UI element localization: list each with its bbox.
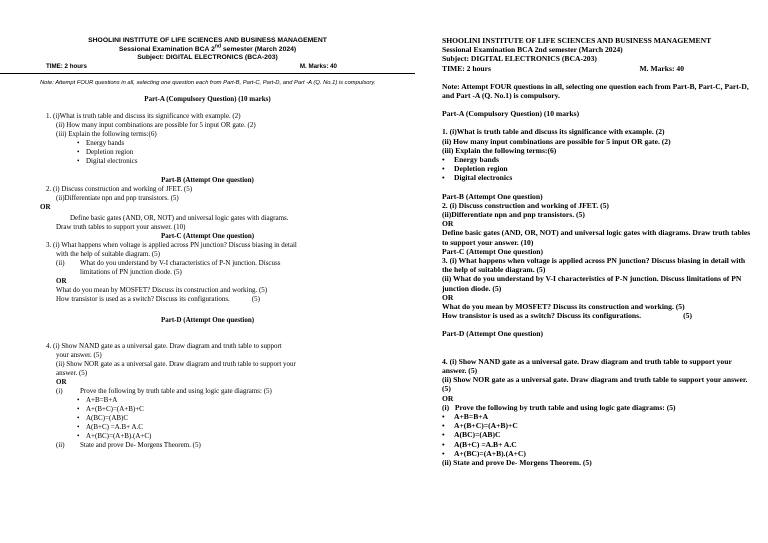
part-c-heading: Part-C (Attempt One question) [160,231,255,240]
exam-title: Sessional Examination BCA 2nd semester (March 2024) [118,43,297,53]
or-label: OR [442,292,454,302]
list-item: • Depletion region [442,164,754,173]
q3-part-ii: (ii) What do you understand by V-I characteristics of P-N junction. Discuss limitations of PN junction diode. (5) [442,274,742,293]
q1-part-iii: (iii) Explain the following terms:(6) [442,145,557,155]
question-1 [40,112,375,166]
q2-part-ii: (ii)Differentiate npn and pnp transistors. (5) [442,210,585,220]
q4-alternative [56,387,375,396]
q2-alternative-line-2: Draw truth tables to support your answer. (10) [56,222,186,231]
instruction-note: Note: Attempt FOUR questions in all, selecting one question each from Part-B, Part-C, Part-D, and Part -A (Q. No.1) is compulsory. [40,79,376,86]
q1-term-list [442,155,754,183]
exam-title: Sessional Examination BCA 2nd semester (March 2024) [442,45,623,55]
time-label: TIME: 2 hours [442,63,491,73]
q2-alternative: Define basic gates (AND, OR, NOT) and universal logic gates with diagrams. Draw truth tables to support your answer. (10) [442,228,751,247]
part-c-heading: Part-C (Attempt One question) [442,246,544,256]
exam-paper-left [40,0,375,450]
q1-part-ii: (ii) How many input combinations are possible for 5 input OR gate. (2) [442,136,671,146]
q3-alternative-line-1: What do you mean by MOSFET? Discuss its construction and working. (5) [56,285,268,294]
q4-part-i-line-1: 4. (i) Show NAND gate as a universal gate. Draw diagram and truth table to support [46,341,282,350]
subject-title: Subject: DIGITAL ELECTRONICS (BCA-203) [442,54,597,64]
question-2 [442,201,754,247]
q2-alternative-line-1: Define basic gates (AND, OR, NOT) and universal logic gates with diagrams. [70,213,289,222]
q4-last [56,441,375,450]
q3-alternative-line-1: What do you mean by MOSFET? Discuss its construction and working. (5) [442,302,685,312]
q3-alternative-line-2: How transistor is used as a switch? Discuss its configurations. (5) [442,311,692,321]
q1-part-i: 1. (i)What is truth table and discuss its significance with example. (2) [46,111,241,120]
q4-part-ii-line-1: (ii) Show NOR gate as a universal gate. Draw diagram and truth table to support your [56,359,296,368]
or-label: OR [56,377,67,386]
q3-alternative-line-2: How transistor is used as a switch? Discuss its configurations. (5) [56,294,260,303]
q4-last-text: State and prove De- Morgens Theorem. (5) [80,440,201,449]
marks-label: M. Marks: 40 [639,63,684,73]
q3-part-ii-number: (ii) [56,258,65,267]
q4-identity-list [40,396,375,441]
question-2 [40,185,375,232]
list-item: • A+(BC)=(A+B).(A+C) [86,432,375,441]
q4-last: (ii) State and prove De- Morgens Theorem. (5) [442,457,592,467]
part-b-heading: Part-B (Attempt One question) [442,191,543,201]
instruction-note: Note: Attempt FOUR questions in all, selecting one question each from Part-B, Part-C, Part-D, and Part -A (Q. No.1) is compulsory. [442,81,749,101]
q2-part-i: 2. (i) Discuss construction and working of JFET. (5) [442,200,609,210]
or-label: OR [442,393,454,403]
part-a-heading: Part-A (Compulsory Question) (10 marks) [144,94,271,103]
time-label: TIME: 2 hours [46,62,87,70]
question-4 [40,342,375,450]
q3-part-ii-line-1: What do you understand by V-I characteristics of P-N junction. Discuss [80,258,281,267]
q3-part-ii [56,259,375,277]
list-item: • Digital electronics [86,157,375,166]
q3-part-i: 3. (i) What happens when voltage is applied across PN junction? Discuss biasing in detail with the help of suitable diagram. (5) [442,256,746,275]
q3-part-ii-line-2: limitations of PN junction diode. (5) [80,267,182,276]
q4-part-ii: (ii) Show NOR gate as a universal gate. Draw diagram and truth table to support your answer. (5) [442,375,748,394]
list-item: • A+B=B+A [442,412,754,421]
q4-part-i: 4. (i) Show NAND gate as a universal gate. Draw diagram and truth table to support your answer. (5) [442,356,732,375]
question-4 [442,357,754,467]
or-label: OR [442,219,454,229]
question-1 [442,127,754,182]
list-item: • Energy bands [86,139,375,148]
q1-part-i: 1. (i)What is truth table and discuss its significance with example. (2) [442,127,665,137]
q1-part-iii: (iii) Explain the following terms:(6) [56,129,157,138]
part-a-heading: Part-A (Compulsory Question) (10 marks) [442,109,580,119]
part-d-heading: Part-D (Attempt One question) [160,315,255,324]
q2-part-i: 2. (i) Discuss construction and working of JFET. (5) [46,184,193,193]
part-b-heading: Part-B (Attempt One question) [161,175,254,184]
institute-title: SHOOLINI INSTITUTE OF LIFE SCIENCES AND BUSINESS MANAGEMENT [442,36,712,45]
time-marks-row [442,64,754,73]
list-item: • A(B+C) =A.B+ A.C [442,440,754,449]
q4-alternative-text: Prove the following by truth table and using logic gate diagrams: (5) [80,386,272,395]
q4-part-ii-line-2: answer. (5) [56,368,88,377]
q4-alternative-number: (i) [56,386,63,395]
q1-term-list [40,139,375,166]
question-3 [40,241,375,304]
q2-part-ii: (ii)Differentiate npn and pnp transistors. (5) [56,193,179,202]
list-item: • Depletion region [86,148,375,157]
time-marks-row [40,63,375,71]
list-item: • A(BC)=(AB)C [86,414,375,423]
part-d-heading: Part-D (Attempt One question) [442,329,544,339]
or-label: OR [40,202,51,211]
q1-part-ii: (ii) How many input combinations are possible for 5 input OR gate. (2) [56,120,256,129]
q4-alternative: (i) Prove the following by truth table and using logic gate diagrams: (5) [442,402,676,412]
header-divider [0,73,415,74]
subject-title: Subject: DIGITAL ELECTRONICS (BCA-203) [137,54,278,62]
list-item: • A+(BC)=(A+B).(A+C) [442,449,754,458]
exam-paper-right [442,0,754,467]
q3-part-i-line-1: 3. (i) What happens when voltage is applied across PN junction? Discuss biasing in detail [46,240,297,249]
list-item: • A(BC)=(AB)C [442,430,754,439]
list-item: • Energy bands [442,155,754,164]
q4-identity-list [442,412,754,458]
list-item: • A+(B+C)=(A+B)+C [442,421,754,430]
or-label: OR [56,276,67,285]
list-item: • Digital electronics [442,173,754,182]
q4-part-i-line-2: your answer. (5) [56,350,102,359]
question-3 [442,256,754,320]
q4-last-number: (ii) [56,440,65,449]
institute-title: SHOOLINI INSTITUTE OF LIFE SCIENCES AND BUSINESS MANAGEMENT [88,37,327,44]
list-item: • A+B=B+A [86,396,375,405]
list-item: • A+(B+C)=(A+B)+C [86,405,375,414]
list-item: • A(B+C) =A.B+ A.C [86,423,375,432]
marks-label: M. Marks: 40 [299,62,337,70]
q3-part-i-line-2: with the help of suitable diagram. (5) [56,249,160,258]
